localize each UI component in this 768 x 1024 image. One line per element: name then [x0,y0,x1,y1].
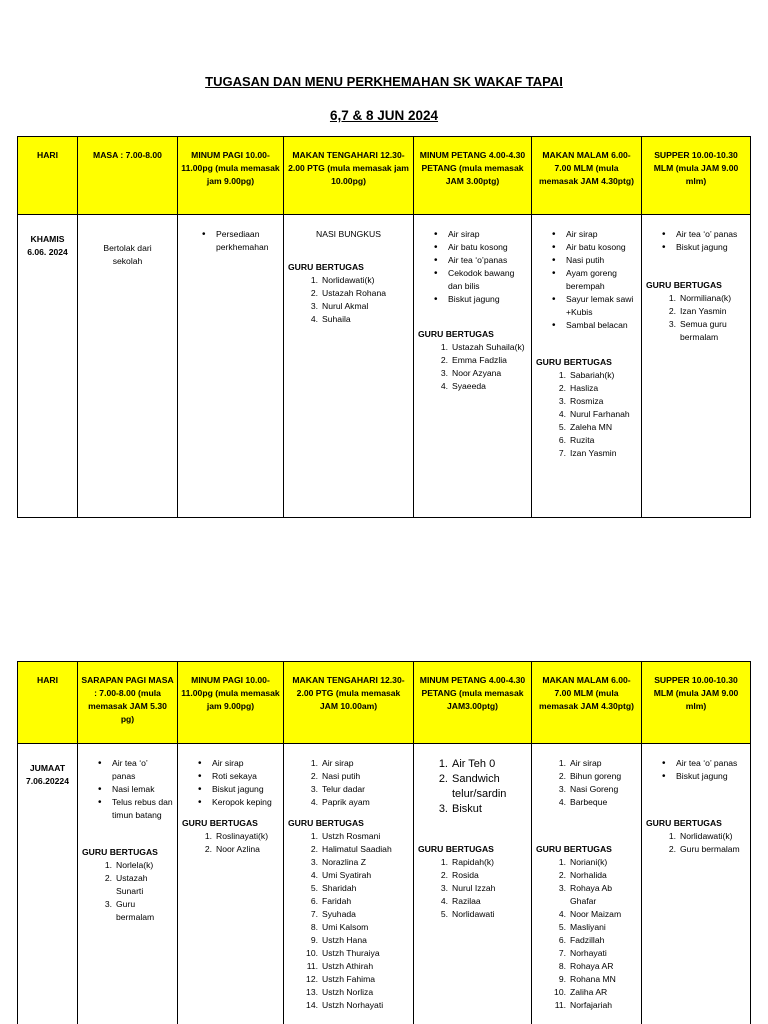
list-item-text: Ustzh Norliza [322,987,374,997]
list-item-text: Paprik ayam [322,797,370,807]
list-item-text: Izan Yasmin [570,448,617,458]
list-number: 10. [554,987,566,997]
list-item: • Air sirap [418,228,527,241]
list-number: 6. [558,935,566,945]
list-item [646,318,746,344]
guru-list [418,856,527,921]
list-item [536,986,637,999]
list-item: • Air tea ‘o’panas [418,254,527,267]
header-cell: MAKAN MALAM 6.00-7.00 MLM (mula memasak JAM 4.30ptg) [532,137,642,215]
list-item-text: Roslinayati(k) [216,831,269,841]
list-number: 13. [306,987,318,997]
guru-heading: GURU BERTUGAS [646,818,722,828]
list-item [418,354,527,367]
list-item: • Air batu kosong [418,241,527,254]
list-item [288,960,409,973]
list-item-text: Biskut [452,803,482,815]
list-item-text: Norlidawati [452,909,495,919]
guru-heading: GURU BERTUGAS [536,844,612,854]
menu-list [646,757,746,783]
minum-petang-cell [414,215,532,518]
list-number: 4. [440,896,448,906]
guru-heading: GURU BERTUGAS [288,818,364,828]
list-item: • Biskut jagung [418,293,527,306]
list-item-text: Telur dadar [322,784,365,794]
list-item [536,921,637,934]
menu-list [536,757,637,809]
list-item [418,772,527,802]
list-item-text: Rapidah(k) [452,857,495,867]
supper-cell [642,215,751,518]
list-item [536,757,637,770]
header-cell: SUPPER 10.00-10.30 MLM (mula JAM 9.00 mlm) [642,137,751,215]
menu-list [418,228,527,306]
list-item-text: Sabariah(k) [570,370,615,380]
menu-list [82,757,173,822]
guru-list [288,830,409,1012]
list-item: • Keropok keping [182,796,279,809]
list-item-text: Norlidawati(k) [322,275,375,285]
list-number: 3. [310,301,318,311]
list-item-text: Air Teh 0 [452,758,496,770]
list-number: 2. [558,870,566,880]
list-item [288,869,409,882]
guru-list [418,341,527,393]
list-item [536,947,637,960]
list-item-text: Hasliza [570,383,599,393]
list-number: 3. [668,319,676,329]
list-item [536,908,637,921]
list-item [646,843,746,856]
list-item [288,783,409,796]
supper-cell [642,744,751,1024]
list-item [288,934,409,947]
list-number: 8. [310,922,318,932]
list-number: 1. [440,857,448,867]
sarapan-cell [78,744,178,1024]
list-item [536,934,637,947]
list-item-text: Noor Azlina [216,844,260,854]
list-item [288,796,409,809]
guru-list [288,274,409,326]
schedule-table-day1 [17,136,751,518]
guru-heading: GURU BERTUGAS [418,844,494,854]
list-item: • Air tea ‘o’ panas [82,757,173,783]
list-item [536,973,637,986]
list-item: • Biskut jagung [646,241,746,254]
list-item [536,960,637,973]
list-number: 11. [554,1000,566,1010]
list-item: • Nasi lemak [82,783,173,796]
list-item-text: Norlidawati(k) [680,831,733,841]
table-header-row [18,137,751,215]
list-item-text: Noriani(k) [570,857,608,867]
list-number: 3. [104,899,112,909]
list-number: 9. [558,974,566,984]
makan-malam-cell [532,215,642,518]
list-number: 12. [306,974,318,984]
list-item [536,856,637,869]
masa-text: Bertolak dari sekolah [103,243,152,266]
list-item-text: Zaleha MN [570,422,613,432]
list-item-text: Suhaila [322,314,351,324]
list-number: 1. [558,857,566,867]
list-number: 2. [558,383,566,393]
list-item: • Air tea ‘o’ panas [646,228,746,241]
list-item [536,421,637,434]
list-number: 2. [668,844,676,854]
list-number: 6. [558,435,566,445]
list-item-text: Barbeque [570,797,608,807]
list-item-text: Sandwich telur/sardin [452,773,507,800]
list-number: 2. [668,306,676,316]
list-item-text: Rosida [452,870,479,880]
list-item [536,869,637,882]
list-item [536,434,637,447]
list-number: 11. [306,961,318,971]
list-item-text: Rohaya Ab Ghafar [570,883,613,906]
guru-heading: GURU BERTUGAS [82,847,158,857]
list-item: • Roti sekaya [182,770,279,783]
menu-text: NASI BUNGKUS [316,229,381,239]
list-number: 10. [306,948,318,958]
header-cell: MINUM PAGI 10.00-11.00pg (mula memasak jam 9.00pg) [178,137,284,215]
guru-list [646,830,746,856]
list-item [418,895,527,908]
list-item [82,859,173,872]
list-item-text: Norhayati [570,948,607,958]
list-item [418,341,527,354]
list-item-text: Norazlina Z [322,857,366,867]
table-row [18,215,751,518]
list-item [536,408,637,421]
list-item-text: Fadzillah [570,935,605,945]
list-number: 1. [558,758,566,768]
list-item-text: Sharidah [322,883,357,893]
list-item-text: Ustzh Hana [322,935,367,945]
document-title: TUGASAN DAN MENU PERKHEMAHAN SK WAKAF TAPAI [205,74,563,89]
list-item [536,447,637,460]
header-cell: SUPPER 10.00-10.30 MLM (mula JAM 9.00 mlm) [642,662,751,744]
list-item-text: Ustzh Fahima [322,974,376,984]
list-item [646,292,746,305]
list-item [288,757,409,770]
list-item [418,380,527,393]
menu-list [536,228,637,332]
list-number: 1. [668,293,676,303]
list-item-text: Faridah [322,896,352,906]
list-item-text: Air sirap [570,758,602,768]
header-cell: HARI [18,662,78,744]
header-cell: HARI [18,137,78,215]
guru-list [182,830,279,856]
list-item: • Ayam goreng berempah [536,267,637,293]
minum-pagi-cell [178,744,284,1024]
list-item [418,802,527,817]
makan-tengahari-cell [284,215,414,518]
list-item-text: Rohaya AR [570,961,614,971]
list-item-text: Emma Fadzlia [452,355,507,365]
list-item [536,770,637,783]
guru-heading: GURU BERTUGAS [536,357,612,367]
header-cell: MINUM PETANG 4.00-4.30 PETANG (mula memasak JAM3.00ptg) [414,662,532,744]
guru-list [646,292,746,344]
list-number: 2. [310,771,318,781]
list-item [418,856,527,869]
menu-list [646,228,746,254]
list-number: 1. [310,758,318,768]
header-cell: MAKAN TENGAHARI 12.30-2.00 PTG (mula memasak jam 10.00pg) [284,137,414,215]
list-item [418,869,527,882]
list-number: 2. [438,773,448,785]
list-number: 3. [440,883,448,893]
list-item [536,783,637,796]
day-name: JUMAAT [29,763,66,773]
list-item: • Biskut jagung [182,783,279,796]
table-row [18,744,751,1024]
list-number: 4. [440,381,448,391]
list-item: • Air tea ‘o’ panas [646,757,746,770]
list-item [288,843,409,856]
list-item-text: Nurul Akmal [322,301,369,311]
list-number: 5. [558,922,566,932]
list-item-text: Umi Kalsom [322,922,369,932]
list-item-text: Guru bermalam [116,899,155,922]
menu-list [288,757,409,809]
list-number: 3. [310,857,318,867]
list-item [536,395,637,408]
list-item [288,895,409,908]
day-name: KHAMIS [30,234,65,244]
list-number: 3. [440,368,448,378]
list-item-text: Guru bermalam [680,844,740,854]
guru-heading: GURU BERTUGAS [288,262,364,272]
list-item-text: Syaeeda [452,381,486,391]
list-number: 5. [310,883,318,893]
list-number: 2. [204,844,212,854]
list-item-text: Noor Maizam [570,909,622,919]
list-item-text: Semua guru bermalam [680,319,727,342]
list-number: 14. [306,1000,318,1010]
document-subtitle: 6,7 & 8 JUN 2024 [329,108,439,123]
menu-list [182,228,279,254]
header-cell: SARAPAN PAGI MASA : 7.00-8.00 (mula memasak JAM 5.30 pg) [78,662,178,744]
list-item-text: Ustazah Rohana [322,288,387,298]
list-item: • Telus rebus dan timun batang [82,796,173,822]
list-item-text: Zaliha AR [570,987,608,997]
list-number: 9. [310,935,318,945]
list-number: 1. [104,860,112,870]
list-number: 3. [310,784,318,794]
list-item [646,305,746,318]
list-number: 7. [558,448,566,458]
list-number: 2. [104,873,112,883]
list-item: • Sayur lemak sawi +Kubis [536,293,637,319]
list-item [288,947,409,960]
table-header-row [18,662,751,744]
list-item [536,796,637,809]
header-cell: MINUM PAGI 10.00-11.00pg (mula memasak jam 9.00pg) [178,662,284,744]
list-number: 3. [558,396,566,406]
day-cell [18,744,78,1024]
list-item [536,999,637,1012]
day-date: 7.06.20224 [25,776,69,786]
list-item: • Air sirap [536,228,637,241]
list-item [288,313,409,326]
list-item-text: Air sirap [322,758,354,768]
guru-heading: GURU BERTUGAS [182,818,258,828]
list-item [288,973,409,986]
list-item-text: Norlela(k) [116,860,154,870]
list-item [288,770,409,783]
list-item [418,367,527,380]
list-item-text: Nasi Goreng [570,784,619,794]
list-item-text: Nurul Izzah [452,883,496,893]
guru-list [536,369,637,460]
list-item-text: Ruzita [570,435,595,445]
list-number: 6. [310,896,318,906]
header-cell: MAKAN MALAM 6.00-7.00 MLM (mula memasak JAM 4.30ptg) [532,662,642,744]
list-number: 2. [310,844,318,854]
list-item-text: Rosmiza [570,396,604,406]
list-number: 4. [558,797,566,807]
list-item-text: Norfajariah [570,1000,613,1010]
list-number: 1. [204,831,212,841]
list-item [418,757,527,772]
list-number: 1. [438,758,448,770]
header-cell: MINUM PETANG 4.00-4.30 PETANG (mula memasak JAM 3.00ptg) [414,137,532,215]
list-item [182,830,279,843]
list-number: 3. [558,883,566,893]
day-cell [18,215,78,518]
list-number: 7. [558,948,566,958]
list-number: 4. [310,314,318,324]
list-item-text: Noor Azyana [452,368,502,378]
guru-heading: GURU BERTUGAS [646,280,722,290]
list-item [288,830,409,843]
list-item [536,882,637,908]
list-item-text: Ustazah Suhaila(k) [452,342,525,352]
list-item-text: Norhalida [570,870,607,880]
header-cell: MASA : 7.00-8.00 [78,137,178,215]
list-item [646,830,746,843]
list-item-text: Bihun goreng [570,771,622,781]
guru-list [82,859,173,924]
list-item: • Nasi putih [536,254,637,267]
list-item [288,999,409,1012]
list-item-text: Nurul Farhanah [570,409,630,419]
list-item [288,908,409,921]
list-item [288,986,409,999]
list-number: 1. [558,370,566,380]
list-number: 7. [310,909,318,919]
makan-tengahari-cell [284,744,414,1024]
list-item [288,882,409,895]
list-item-text: Ustzh Norhayati [322,1000,384,1010]
list-item-text: Ustzh Athirah [322,961,374,971]
list-item-text: Normiliana(k) [680,293,732,303]
minum-petang-cell [414,744,532,1024]
list-number: 1. [668,831,676,841]
list-item [288,274,409,287]
list-item [182,843,279,856]
list-item [536,369,637,382]
list-item [82,898,173,924]
list-number: 1. [310,831,318,841]
guru-heading: GURU BERTUGAS [418,329,494,339]
list-number: 3. [558,784,566,794]
list-number: 1. [310,275,318,285]
list-item [418,882,527,895]
list-item [288,921,409,934]
list-number: 1. [440,342,448,352]
list-number: 2. [440,355,448,365]
list-number: 8. [558,961,566,971]
list-item: • Air batu kosong [536,241,637,254]
list-number: 5. [558,422,566,432]
list-item: • Biskut jagung [646,770,746,783]
list-item: • Persediaan perkhemahan [182,228,279,254]
list-item-text: Ustzh Rosmani [322,831,381,841]
list-item-text: Izan Yasmin [680,306,727,316]
minum-pagi-cell [178,215,284,518]
list-number: 5. [440,909,448,919]
list-item [288,856,409,869]
header-cell: MAKAN TENGAHARI 12.30-2.00 PTG (mula memasak JAM 10.00am) [284,662,414,744]
guru-list [536,856,637,1012]
list-number: 4. [310,870,318,880]
list-item-text: Nasi putih [322,771,361,781]
list-number: 2. [310,288,318,298]
list-number: 3. [438,803,448,815]
list-item-text: Syuhada [322,909,356,919]
menu-list [418,757,527,817]
list-number: 2. [558,771,566,781]
list-item-text: Ustazah Sunarti [116,873,148,896]
schedule-table-day2 [17,661,751,1024]
list-item-text: Umi Syatirah [322,870,372,880]
list-number: 2. [440,870,448,880]
list-item: • Sambal belacan [536,319,637,332]
list-number: 4. [310,797,318,807]
day-date: 6.06. 2024 [27,247,68,257]
list-item: • Cekodok bawang dan bilis [418,267,527,293]
list-item [536,382,637,395]
masa-cell [78,215,178,518]
list-item [418,908,527,921]
list-item [82,872,173,898]
list-number: 4. [558,909,566,919]
list-item-text: Masliyani [570,922,606,932]
list-item-text: Ustzh Thuraiya [322,948,380,958]
makan-malam-cell [532,744,642,1024]
list-item [288,300,409,313]
list-item [288,287,409,300]
list-number: 4. [558,409,566,419]
menu-list [182,757,279,809]
list-item-text: Razilaa [452,896,481,906]
list-item-text: Halimatul Saadiah [322,844,392,854]
list-item: • Air sirap [182,757,279,770]
list-item-text: Rohana MN [570,974,616,984]
